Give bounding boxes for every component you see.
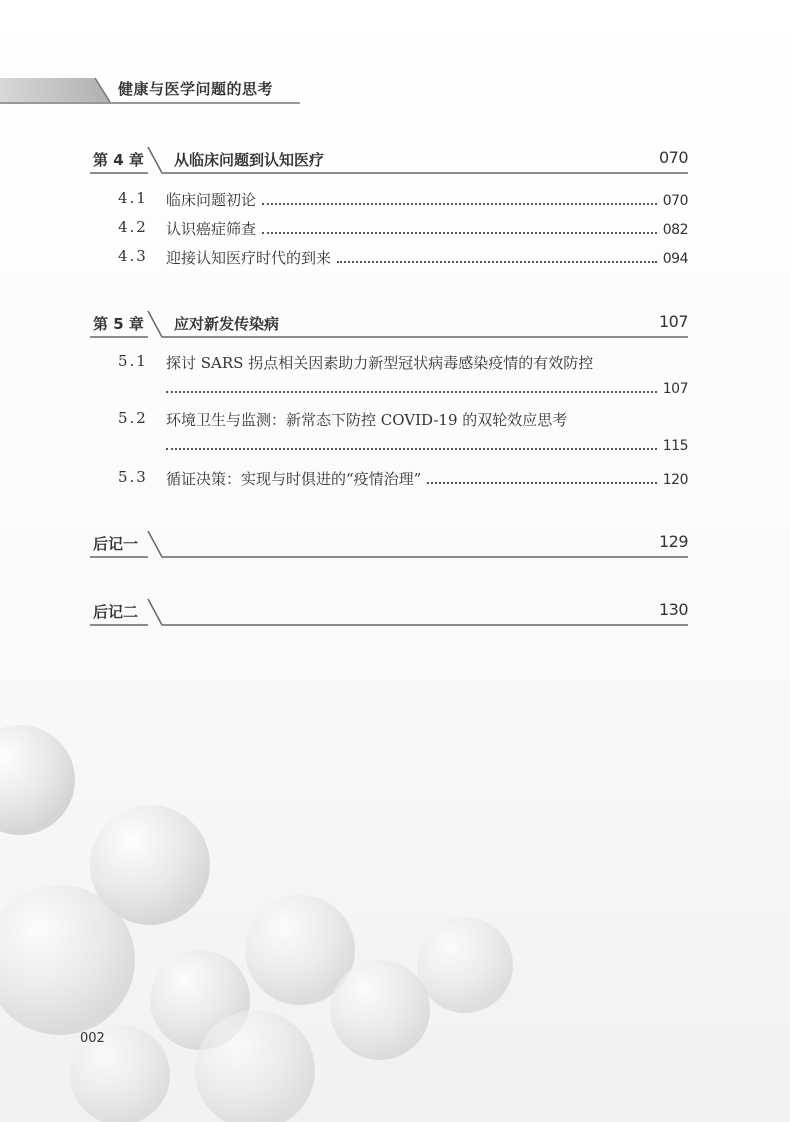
toc-entry-5-2[interactable] xyxy=(118,409,688,467)
dot-leader xyxy=(427,482,656,484)
section-title: 迎接认知医疗时代的到来 xyxy=(166,249,332,267)
afterword-label: 后记一 xyxy=(93,535,139,553)
section-page-number: 070 xyxy=(662,193,688,209)
dot-leader xyxy=(337,261,657,263)
chapter-label: 第 5 章 xyxy=(93,315,144,333)
section-number: 5.1 xyxy=(118,352,148,370)
section-number: 5.2 xyxy=(118,409,148,427)
chapter-label: 第 4 章 xyxy=(93,151,144,169)
afterword-page-number: 130 xyxy=(658,600,688,619)
section-number: 4.2 xyxy=(118,218,148,236)
chapter-5-heading[interactable] xyxy=(90,310,688,340)
chapter-4-heading[interactable] xyxy=(90,146,688,176)
section-page-number: 082 xyxy=(662,222,688,238)
chapter-page-number: 107 xyxy=(658,312,688,331)
chapter-title: 从临床问题到认知医疗 xyxy=(174,151,325,169)
section-page-number: 115 xyxy=(662,438,688,454)
section-title: 环境卫生与监测：新常态下防控 COVID-19 的双轮效应思考 xyxy=(166,411,568,429)
section-page-number: 107 xyxy=(662,381,688,397)
section-title: 循证决策：实现与时俱进的“疫情治理” xyxy=(166,470,422,488)
dot-leader xyxy=(262,232,657,234)
section-page-number: 094 xyxy=(662,251,688,267)
dot-leader xyxy=(262,203,657,205)
afterword-page-number: 129 xyxy=(658,532,688,551)
section-page-number: 120 xyxy=(662,472,688,488)
afterword-1-heading[interactable] xyxy=(90,530,688,560)
afterword-2-heading[interactable] xyxy=(90,598,688,628)
running-header xyxy=(0,72,790,106)
dot-leader xyxy=(166,391,657,393)
section-number: 4.3 xyxy=(118,247,148,265)
chapter-title: 应对新发传染病 xyxy=(174,315,280,333)
section-title: 临床问题初论 xyxy=(166,191,257,209)
afterword-label: 后记二 xyxy=(93,603,139,621)
section-number: 4.1 xyxy=(118,189,148,207)
section-title: 认识癌症筛查 xyxy=(166,220,257,238)
running-header-title: 健康与医学问题的思考 xyxy=(118,80,274,98)
page-number: 002 xyxy=(80,1031,105,1046)
section-title: 探讨 SARS 拐点相关因素助力新型冠状病毒感染疫情的有效防控 xyxy=(166,354,594,372)
dot-leader xyxy=(166,448,657,450)
chapter-page-number: 070 xyxy=(658,148,688,167)
bubble-decoration xyxy=(0,700,790,1122)
toc-entry-5-1[interactable] xyxy=(118,352,688,410)
section-number: 5.3 xyxy=(118,468,148,486)
